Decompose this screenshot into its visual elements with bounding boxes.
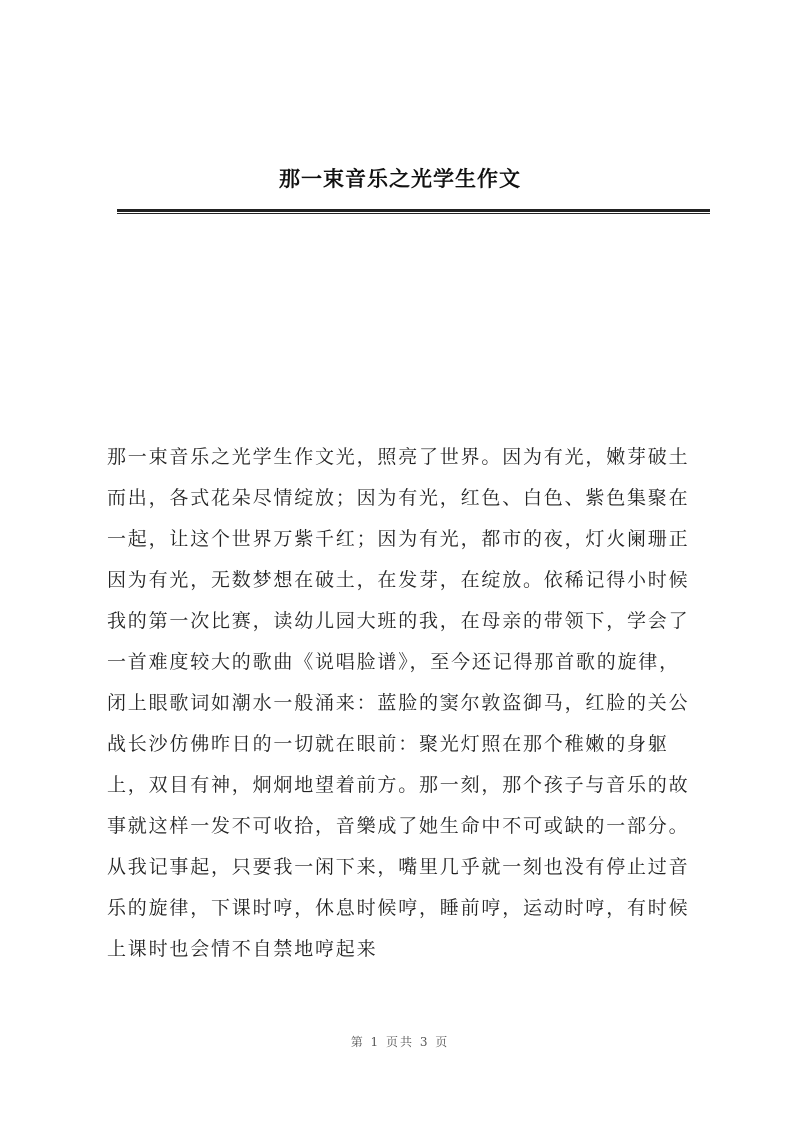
- body-line: 因为有光，无数梦想在破土，在发芽，在绽放。依稀记得小时候: [107, 569, 690, 591]
- body-line: 乐的旋律，下课时哼，休息时候哼，睡前哼，运动时哼，有时候: [107, 897, 690, 919]
- body-line: 而出，各式花朵尽情绽放；因为有光，红色、白色、紫色集聚在: [107, 487, 690, 509]
- body-line: 从我记事起，只要我一闲下来，嘴里几乎就一刻也没有停止过音: [107, 856, 690, 878]
- body-line: 一首难度较大的歌曲《说唱脸谱》，至今还记得那首歌的旋律，: [107, 651, 680, 673]
- body-line: 事就这样一发不可收拾，音樂成了她生命中不可或缺的一部分。: [107, 815, 690, 837]
- body-line: 上课时也会情不自禁地哼起来: [107, 938, 378, 960]
- body-line: 上，双目有神，炯炯地望着前方。那一刻，那个孩子与音乐的故: [107, 774, 690, 796]
- body-line: 闭上眼歌词如潮水一般涌来：蓝脸的窦尔敦盗御马，红脸的关公: [107, 692, 690, 714]
- body-line: 那一束音乐之光学生作文光，照亮了世界。因为有光，嫩芽破土: [107, 446, 690, 468]
- page-title: 那一束音乐之光学生作文: [279, 167, 521, 191]
- title-divider: [117, 209, 710, 214]
- body-line: 战长沙仿佛昨日的一切就在眼前：聚光灯照在那个稚嫩的身躯: [107, 733, 669, 755]
- body-text: [107, 437, 727, 970]
- body-line: 一起，让这个世界万紫千红；因为有光，都市的夜，灯火阑珊正: [107, 528, 690, 550]
- page-number: 第 1 页共 3 页: [350, 1035, 450, 1049]
- body-line: 我的第一次比赛，读幼儿园大班的我，在母亲的带领下，学会了: [107, 610, 690, 632]
